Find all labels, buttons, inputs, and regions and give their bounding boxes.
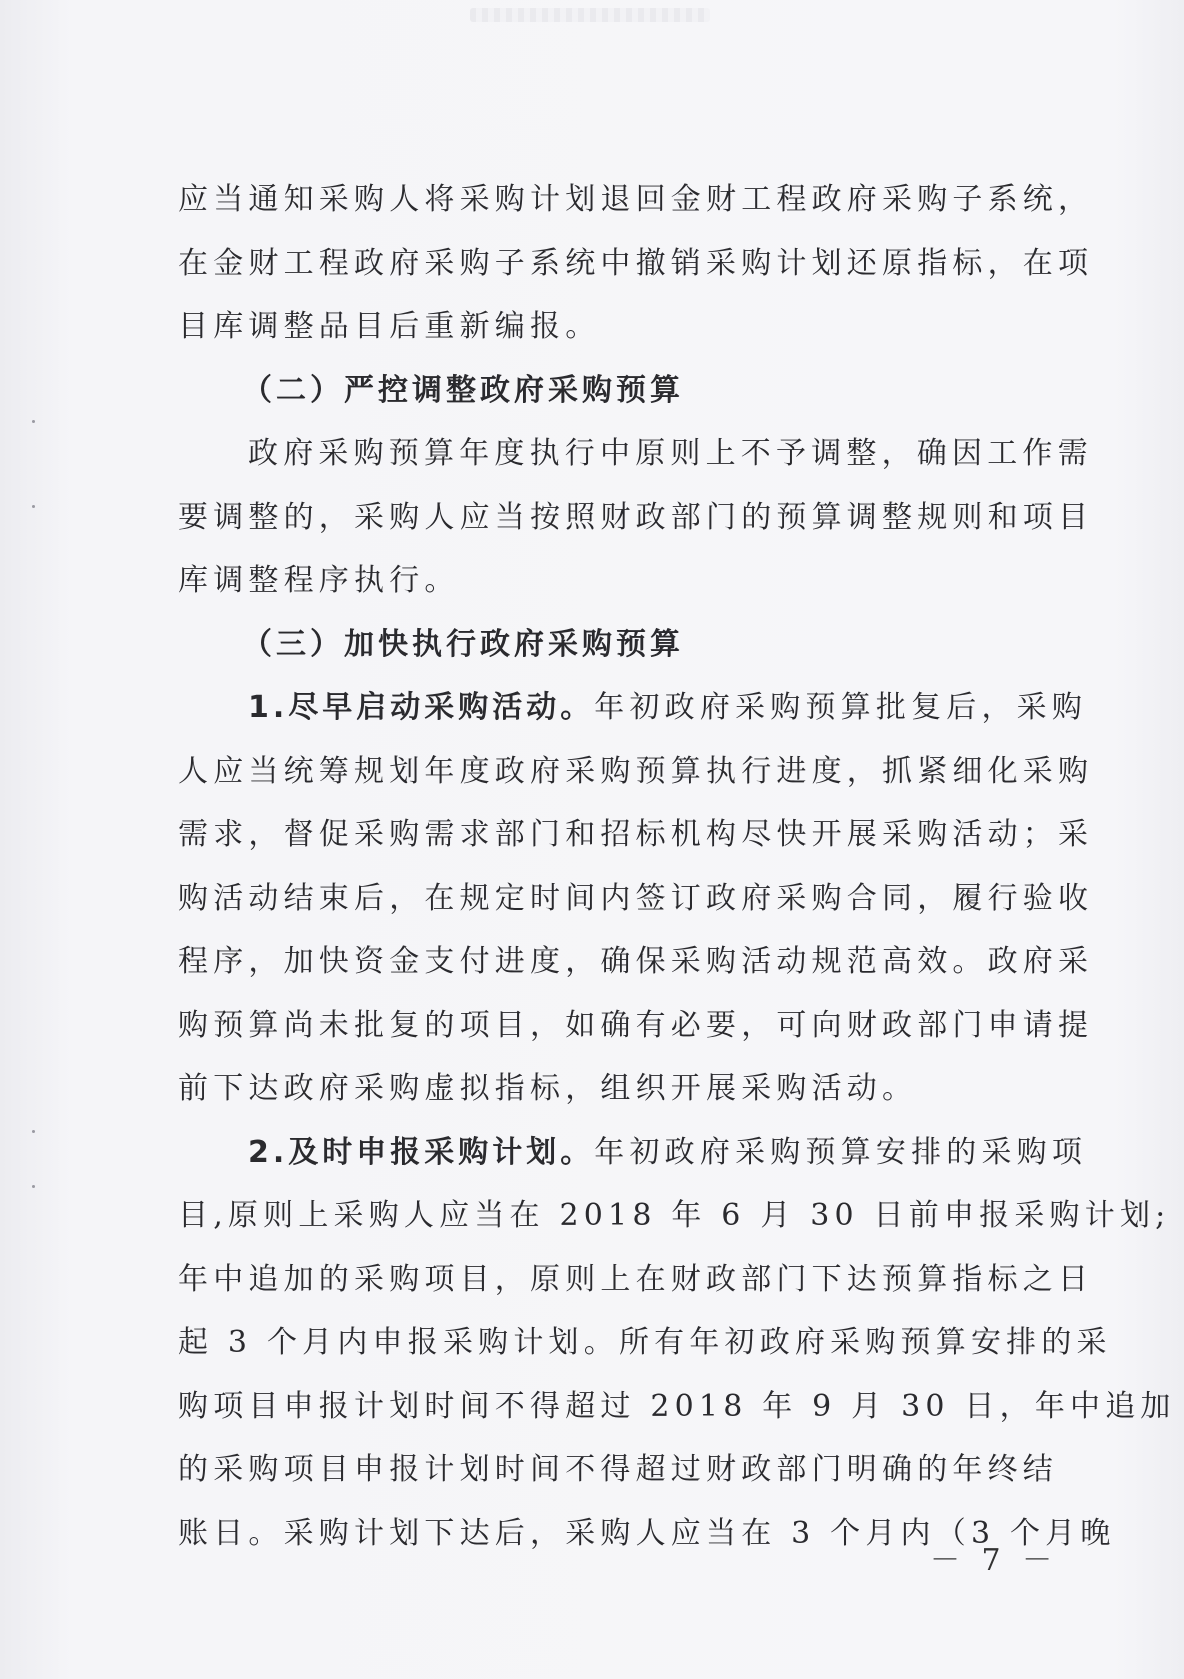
text-line: 政府采购预算年度执行中原则上不予调整，确因工作需 bbox=[248, 436, 1093, 471]
text-line: 目,原则上采购人应当在 2018 年 6 月 30 日前申报采购计划; bbox=[178, 1198, 1171, 1233]
text-line: 的采购项目申报计划时间不得超过财政部门明确的年终结 bbox=[178, 1452, 1058, 1487]
item-2-text: 年初政府采购预算安排的采购项 bbox=[594, 1134, 1088, 1170]
section-heading-3: （三）加快执行政府采购预算 bbox=[242, 626, 684, 662]
item-2-title: 2.及时申报采购计划。 bbox=[248, 1134, 595, 1170]
text-line: 程序，加快资金支付进度，确保采购活动规范高效。政府采 bbox=[178, 944, 1094, 979]
text-line: 库调整程序执行。 bbox=[178, 563, 460, 598]
page-number: － 7 － bbox=[930, 1543, 1059, 1578]
section-heading-2: （二）严控调整政府采购预算 bbox=[242, 372, 684, 408]
item-1-title: 1.尽早启动采购活动。 bbox=[248, 690, 595, 725]
text-line: 购活动结束后，在规定时间内签订政府采购合同，履行验收 bbox=[178, 880, 1094, 916]
text-line: 起 3 个月内申报采购计划。所有年初政府采购预算安排的采 bbox=[178, 1325, 1112, 1360]
bleed-through-header bbox=[470, 8, 710, 22]
text-line bbox=[178, 676, 1088, 740]
text-line bbox=[178, 1121, 1088, 1185]
text-line: 人应当统筹规划年度政府采购预算执行进度，抓紧细化采购 bbox=[178, 753, 1094, 789]
text-line: 购项目申报计划时间不得超过 2018 年 9 月 30 日，年中追加 bbox=[178, 1388, 1176, 1424]
text-line: 目库调整品目后重新编报。 bbox=[178, 309, 601, 344]
text-line: 前下达政府采购虚拟指标，组织开展采购活动。 bbox=[178, 1071, 918, 1106]
text-line: 购预算尚未批复的项目，如确有必要，可向财政部门申请提 bbox=[178, 1007, 1094, 1043]
text-line: 账日。采购计划下达后，采购人应当在 3 个月内（3 个月晚 bbox=[178, 1515, 1116, 1551]
body-text bbox=[178, 168, 1176, 1565]
scan-dot bbox=[32, 420, 35, 423]
text-line: 需求，督促采购需求部门和招标机构尽快开展采购活动；采 bbox=[178, 817, 1094, 852]
scan-dot bbox=[32, 1130, 35, 1133]
scan-dot bbox=[32, 1185, 35, 1188]
text-line: 在金财工程政府采购子系统中撤销采购计划还原指标，在项 bbox=[178, 245, 1094, 281]
text-line: 应当通知采购人将采购计划退回金财工程政府采购子系统， bbox=[178, 182, 1094, 217]
text-line: 要调整的，采购人应当按照财政部门的预算调整规则和项目 bbox=[178, 499, 1094, 535]
text-line: 年中追加的采购项目，原则上在财政部门下达预算指标之日 bbox=[178, 1261, 1094, 1297]
scan-dot bbox=[32, 505, 35, 508]
item-1-text: 年初政府采购预算批复后，采购 bbox=[594, 690, 1088, 725]
